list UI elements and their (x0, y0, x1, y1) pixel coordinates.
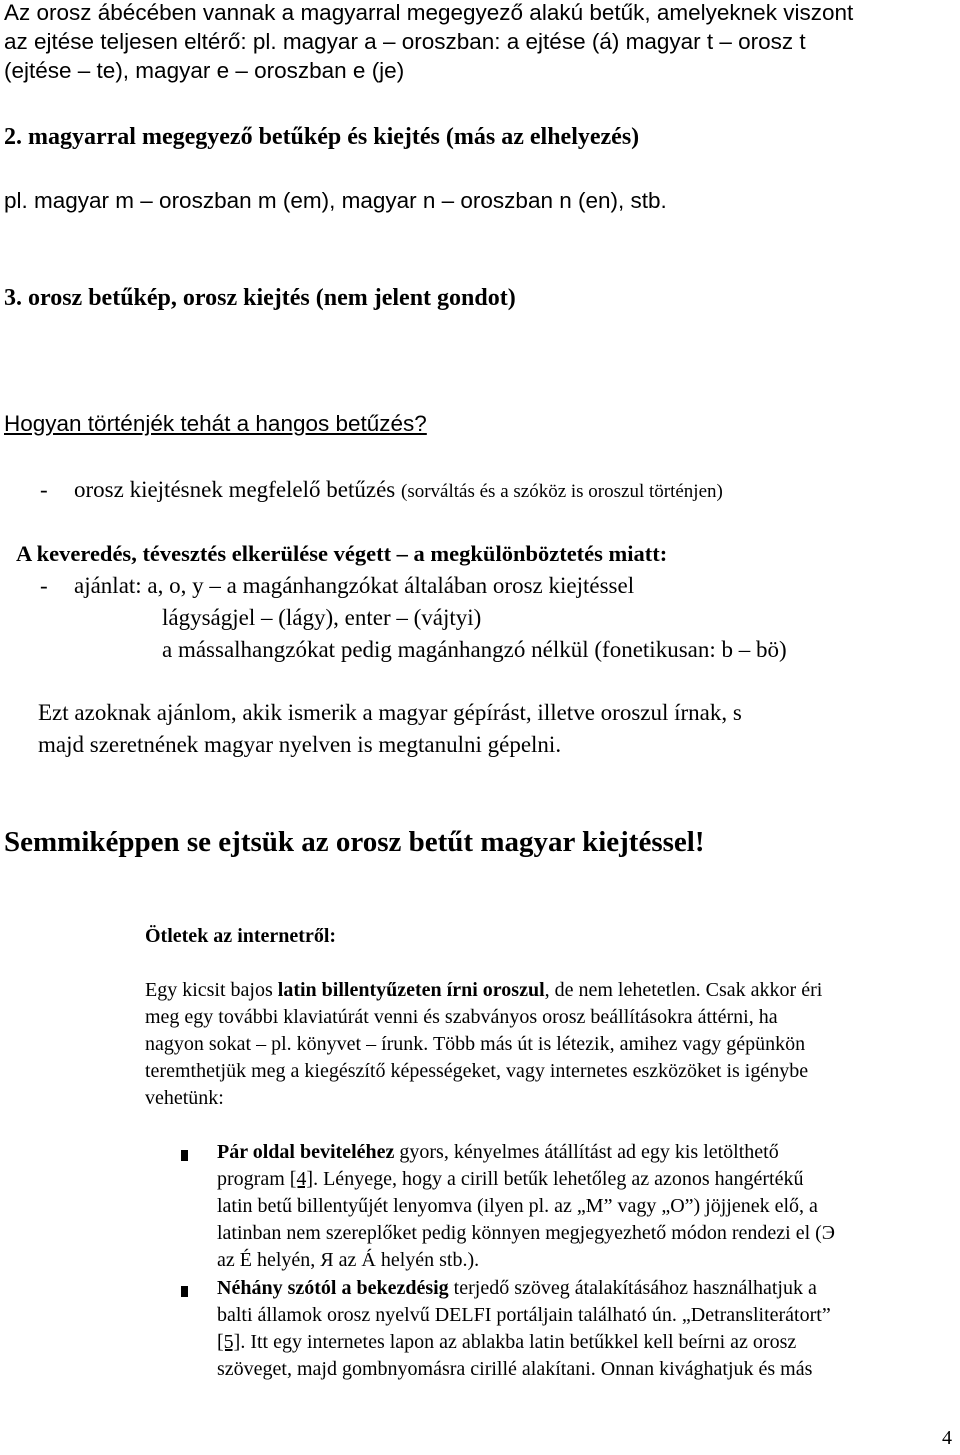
recommend-line-1: Ezt azoknak ajánlom, akik ismerik a magyar gépírást, illetve oroszul írnak, s (38, 700, 742, 725)
section-2-example: pl. magyar m – oroszban m (em), magyar n – oroszban n (en), stb. (4, 188, 667, 213)
bullet-1-line-2 (217, 1168, 803, 1191)
confusion-line-3: a mássalhangzókat pedig magánhangzó nélkül (fonetikusan: b – bö) (162, 637, 787, 662)
confusion-line-2: lágyságjel – (lágy), enter – (vájtyi) (162, 605, 482, 630)
ideas-para-line-4: teremthetjük meg a kiegészítő képességeket, vagy internetes eszközöket is igénybe (145, 1060, 809, 1082)
how-dash: - (40, 477, 48, 502)
confusion-heading: A keveredés, tévesztés elkerülése végett – a megkülönböztetés miatt: (16, 541, 668, 566)
intro-line-1: Az orosz ábécében vannak a magyarral megegyező alakú betűk, amelyeknek viszont (4, 0, 854, 25)
ideas-text-2: , de nem lehetetlen. Csak akkor éri (544, 979, 823, 1001)
bullet-1-line-5: az É helyén, Я az Á helyén stb.). (217, 1249, 480, 1271)
how-title: Hogyan történjék tehát a hangos betűzés? (4, 411, 427, 436)
page-number: 4 (942, 1427, 952, 1449)
ideas-text: Egy kicsit bajos (145, 979, 278, 1001)
bullet-1-line-3: latin betű billentyűjét lenyomva (ilyen pl. az „M” vagy „O”) jöjjenek elő, a (217, 1195, 818, 1217)
section-3-heading: 3. orosz betűkép, orosz kiejtés (nem jelent gondot) (4, 285, 516, 311)
ideas-para-line-5: vehetünk: (145, 1087, 224, 1109)
bullet-marker-1 (181, 1150, 188, 1161)
warning-heading: Semmiképpen se ejtsük az orosz betűt magyar kiejtéssel! (4, 826, 705, 858)
intro-line-2: az ejtése teljesen eltérő: pl. magyar a – oroszban: a ejtése (á) magyar t – orosz t (4, 29, 806, 54)
intro-line-3: (ejtése – te), magyar e – oroszban e (je) (4, 58, 405, 83)
bullet-1-text-3: . Lényege, hogy a cirill betűk lehetőleg az azonos hangértékű (313, 1168, 804, 1190)
ideas-title: Ötletek az internetről: (145, 925, 337, 947)
how-item-note: (sorváltás és a szóköz is oroszul történjen) (401, 481, 723, 502)
bullet-2-text: terjedő szöveg átalakításához használhatjuk a (448, 1277, 817, 1299)
bullet-2-line-2: balti államok orosz nyelvű DELFI portáljain található ún. „Detransliterátort” (217, 1304, 831, 1326)
how-item-main: orosz kiejtésnek megfelelő betűzés (74, 477, 396, 502)
bullet-1-text-2: program (217, 1168, 290, 1190)
reference-link-4[interactable]: [4] (289, 1168, 314, 1190)
bullet-marker-2 (181, 1286, 188, 1297)
bullet-2-text-2: . Itt egy internetes lapon az ablakba latin betűkkel kell beírni az orosz (240, 1331, 797, 1353)
ideas-para-line-2: meg egy további klaviatúrát venni és szabványos orosz beállításokra áttérni, ha (145, 1006, 778, 1028)
bullet-2-line-4: szöveget, majd gombnyomásra cirillé alakítani. Onnan kivághatjuk és más (217, 1358, 813, 1380)
ideas-para-line-3: nagyon sokat – pl. könyvet – írunk. Több más út is létezik, amihez vagy gépünkön (145, 1033, 806, 1055)
bullet-2-bold: Néhány szótól a bekezdésig (217, 1277, 449, 1299)
ideas-para-line-1 (145, 979, 822, 1002)
bullet-1-line-4: latinban nem szereplőket pedig könnyen megjegyezhető módon rendezi el (Э (217, 1222, 835, 1244)
bullet-1-line-1 (217, 1141, 779, 1164)
bullet-1-text: gyors, kényelmes átállítást ad egy kis letölthető (394, 1141, 779, 1163)
confusion-dash: - (40, 573, 48, 598)
bullet-2-line-1 (217, 1277, 817, 1300)
reference-link-5[interactable]: [5] (217, 1331, 241, 1353)
recommend-line-2: majd szeretnének magyar nyelven is megtanulni gépelni. (38, 732, 562, 757)
bullet-1-bold: Pár oldal beviteléhez (217, 1141, 395, 1163)
confusion-line-1: ajánlat: a, o, y – a magánhangzókat általában orosz kiejtéssel (74, 573, 635, 598)
how-item (74, 477, 723, 503)
bullet-2-line-3 (217, 1331, 796, 1354)
ideas-emphasis: latin billentyűzeten írni oroszul (277, 979, 545, 1001)
section-2-heading: 2. magyarral megegyező betűkép és kiejtés (más az elhelyezés) (4, 124, 640, 150)
